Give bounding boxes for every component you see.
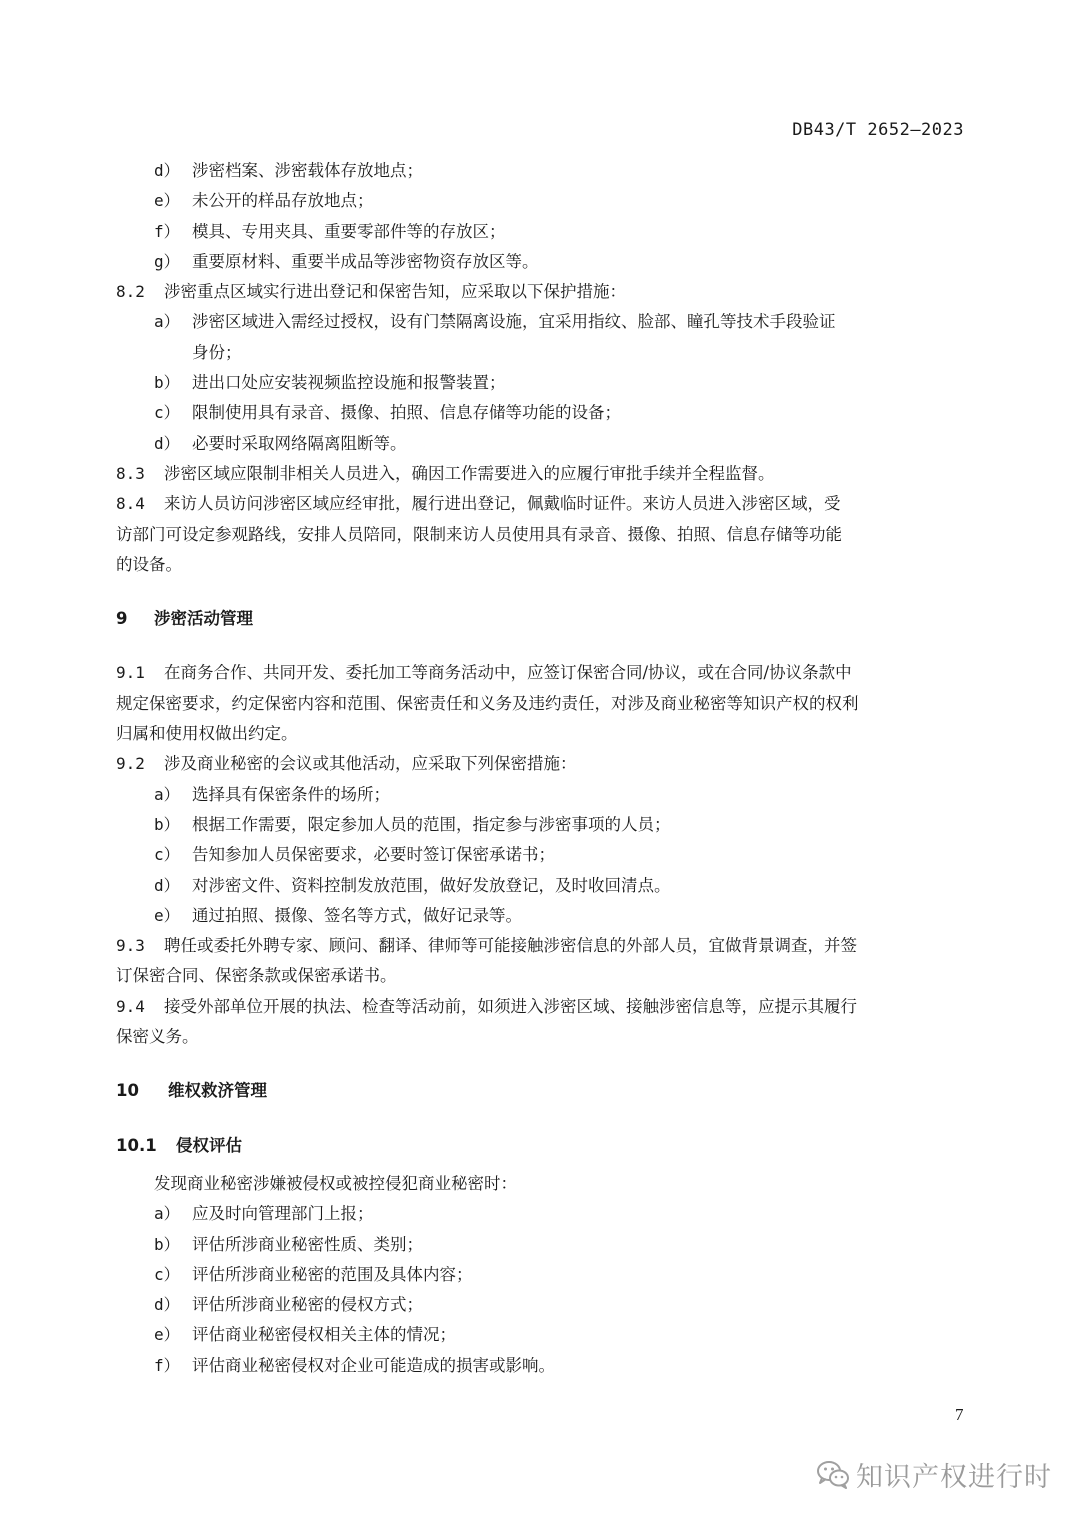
list-item: d） 对涉密文件、资料控制发放范围，做好发放登记，及时收回清点。 (154, 875, 671, 895)
subsection-heading-10-1: 10.1 侵权评估 (116, 1135, 242, 1155)
clause-8-3: 8.3 涉密区域应限制非相关人员进入，确因工作需要进入的应履行审批手续并全程监督。 (116, 463, 775, 483)
list-item: b） 根据工作需要，限定参加人员的范围，指定参与涉密事项的人员； (154, 814, 671, 834)
list-item: a） 选择具有保密条件的场所； (154, 784, 390, 804)
clause-9-2: 9.2 涉及商业秘密的会议或其他活动，应采取下列保密措施： (116, 754, 577, 774)
page-number: 7 (955, 1405, 964, 1424)
clause-9-1-cont: 规定保密要求，约定保密内容和范围、保密责任和义务及违约责任，对涉及商业秘密等知识产权的权利 (116, 693, 859, 713)
clause-8-4-cont: 的设备。 (116, 554, 182, 574)
clause-9-3-cont: 订保密合同、保密条款或保密承诺书。 (116, 966, 397, 986)
clause-9-4: 9.4 接受外部单位开展的执法、检查等活动前，如须进入涉密区域、接触涉密信息等，应提示其履行 (116, 996, 857, 1016)
list-item: e） 通过拍照、摄像、签名等方式，做好记录等。 (154, 905, 522, 925)
list-item: a） 应及时向管理部门上报； (154, 1204, 374, 1224)
list-item: d） 涉密档案、涉密载体存放地点； (154, 161, 423, 180)
list-item: c） 评估所涉商业秘密的范围及具体内容； (154, 1264, 473, 1284)
list-item: e） 未公开的样品存放地点； (154, 191, 374, 211)
document-code: DB43/T 2652—2023 (792, 120, 964, 140)
paragraph-intro: 发现商业秘密涉嫌被侵权或被控侵犯商业秘密时： (154, 1173, 517, 1193)
list-item: c） 限制使用具有录音、摄像、拍照、信息存储等功能的设备； (154, 403, 621, 423)
list-item: g） 重要原材料、重要半成品等涉密物资存放区等。 (154, 251, 539, 271)
clause-9-1: 9.1 在商务合作、共同开发、委托加工等商务活动中，应签订保密合同/协议，或在合同/协议条款中 (116, 663, 852, 683)
list-item: 身份； (192, 342, 242, 362)
clause-9-4-cont: 保密义务。 (116, 1027, 199, 1047)
list-item: c） 告知参加人员保密要求，必要时签订保密承诺书； (154, 845, 555, 865)
watermark (816, 1452, 1052, 1496)
watermark-text: 知识产权进行时 (856, 1461, 1052, 1493)
list-item: d） 必要时采取网络隔离阻断等。 (154, 433, 407, 453)
clause-9-1-cont: 归属和使用权做出约定。 (116, 724, 298, 744)
clause-8-4: 8.4 来访人员访问涉密区域应经审批，履行进出登记，佩戴临时证件。来访人员进入涉密区域，受 (116, 494, 841, 514)
section-heading-10: 10 维权救济管理 (116, 1081, 267, 1101)
list-item: b） 进出口处应安装视频监控设施和报警装置； (154, 373, 506, 393)
clause-9-3: 9.3 聘任或委托外聘专家、顾问、翻译、律师等可能接触涉密信息的外部人员，宜做背景调查，并签 (116, 936, 857, 956)
clause-8-4-cont: 访部门可设定参观路线，安排人员陪同，限制来访人员使用具有录音、摄像、拍照、信息存储等功能 (116, 524, 842, 544)
list-item: f） 模具、专用夹具、重要零部件等的存放区； (154, 221, 506, 241)
list-item: a） 涉密区域进入需经过授权，设有门禁隔离设施，宜采用指纹、脸部、瞳孔等技术手段验证 (154, 312, 836, 332)
list-item: b） 评估所涉商业秘密性质、类别； (154, 1234, 423, 1254)
clause-8-2: 8.2 涉密重点区域实行进出登记和保密告知，应采取以下保护措施： (116, 282, 626, 302)
list-item: e） 评估商业秘密侵权相关主体的情况； (154, 1325, 456, 1345)
list-item: f） 评估商业秘密侵权对企业可能造成的损害或影响。 (154, 1355, 555, 1375)
list-item: d） 评估所涉商业秘密的侵权方式； (154, 1295, 423, 1315)
document-body (116, 156, 964, 1381)
section-heading-9: 9 涉密活动管理 (116, 609, 253, 629)
wechat-icon (816, 1459, 850, 1489)
